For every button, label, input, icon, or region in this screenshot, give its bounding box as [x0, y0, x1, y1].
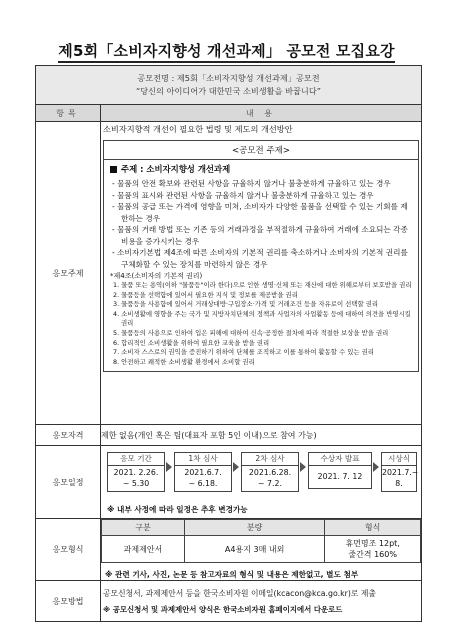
- schedule-note: ※ 내부 사정에 따라 일정은 추후 변경가능: [107, 505, 248, 514]
- schedule-step: [107, 452, 165, 492]
- schedule-content: [101, 446, 422, 519]
- title-text: 제5회「소비자지향성 개선과제」 공모전 모집요강: [58, 42, 394, 63]
- step-date: [108, 466, 164, 491]
- right-item: 5. 물품등의 사용으로 인하여 입은 피해에 대하여 신속·공정한 절차에 따라 적절한 보상을 받을 권리: [113, 328, 389, 337]
- format-header: 구분: [102, 520, 185, 536]
- format-table: [101, 519, 421, 563]
- intro-cell: [36, 66, 422, 105]
- method-row: [36, 581, 422, 622]
- format-style: [325, 536, 421, 563]
- step-date-start: 2021.7.~: [382, 468, 419, 477]
- format-label: 응모형식: [36, 519, 101, 581]
- qualification-row: [36, 425, 422, 446]
- header-row: [36, 105, 422, 122]
- contest-name: 공모전명 : 제5회「소비자지향성 개선과제」공모전: [137, 73, 320, 83]
- step-date: [175, 466, 231, 491]
- qualification-label: 응모자격: [36, 425, 101, 446]
- method-text: 공모신청서, 과제제안서 등을 한국소비자원 이메일(kcacon@kca.go.kr)로 제출: [103, 588, 376, 598]
- step-date: [382, 466, 419, 491]
- theme-subhead-text: 주제 : 소비자지향성 개선과제: [121, 164, 231, 174]
- format-data-row: [102, 536, 421, 563]
- qualification-text: 제한 없음(개인 혹은 팀(대표자 포함 5인 이내)으로 참여 가능): [101, 425, 422, 446]
- format-header: 형식: [325, 520, 421, 536]
- right-item: 7. 소비자 스스로의 권익을 증진하기 위하여 단체를 조직하고 이를 통하여 활동할 수 있는 권리: [113, 348, 374, 357]
- step-label: 1차 심사: [175, 453, 231, 466]
- step-label: 시상식: [382, 453, 416, 466]
- step-label: 수상자 발표: [309, 453, 371, 466]
- theme-label: 응모주제: [36, 122, 101, 425]
- schedule-label: 응모일정: [36, 446, 101, 519]
- schedule-row: [36, 446, 422, 519]
- step-date-end: ~ 7.2.: [258, 479, 282, 488]
- format-header: 분량: [184, 520, 324, 536]
- arrow-right-icon: [233, 462, 239, 472]
- right-item: 3. 물품등을 사용함에 있어서 거래상대방·구입장소·가격 및 거래조건 등을 자유로이 선택할 권리: [113, 300, 379, 309]
- format-header-row: [102, 520, 421, 536]
- theme-item: - 물품의 안전 확보와 관련된 사항을 규율하지 않거나 불충분하게 규율하고 있는 경우: [112, 179, 391, 188]
- step-label: 응모 기간: [108, 453, 164, 466]
- right-item: 4. 소비생활에 영향을 주는 국가 및 지방자치단체의 정책과 사업자의 사업활동 등에 대하여 의견을 반영시킬 권리: [113, 309, 411, 328]
- arrow-right-icon: [300, 462, 306, 472]
- right-item: 1. 물품 또는 용역(이하 "물품등"이라 한다)으로 인한 생명·신체 또는 재산에 대한 위해로부터 보호받을 권리: [113, 281, 412, 289]
- method-content: [101, 581, 422, 622]
- right-item: 8. 안전하고 쾌적한 소비생활 환경에서 소비할 권리: [113, 357, 255, 366]
- square-bullet-icon: [110, 166, 117, 173]
- theme-row: [36, 122, 422, 425]
- format-style-spacing: 줄간격 160%: [348, 550, 397, 559]
- theme-box: [103, 140, 419, 372]
- step-date: [309, 466, 371, 488]
- theme-item: - 물품의 거래 방법 또는 기존 등의 거래과정을 부적절하게 규율하여 거래에 소요되는 각종 비용을 증가시키는 경우: [112, 225, 408, 246]
- method-label: 응모방법: [36, 581, 101, 622]
- method-note: ※ 공모신청서 및 과제제안서 양식은 한국소비자원 홈페이지에서 다운로드: [103, 604, 343, 614]
- step-date-start: 2021.6.7.: [184, 468, 222, 477]
- schedule-step: [174, 452, 232, 492]
- schedule-step: [381, 452, 417, 492]
- right-item: 6. 합리적인 소비생활을 위하여 필요한 교육을 받을 권리: [113, 338, 270, 347]
- schedule-timeline: [101, 446, 421, 518]
- rights-title: *제4조(소비자의 기본적 권리): [110, 272, 203, 280]
- step-date-end: ~ 6.18.: [188, 479, 218, 488]
- step-date-end: 8.: [395, 479, 403, 488]
- header-content: 내 용: [101, 105, 422, 122]
- format-type: 과제제안서: [102, 536, 185, 563]
- theme-content: [101, 122, 422, 425]
- page-title: [0, 40, 453, 61]
- contest-slogan: “당신의 아이디어가 대한민국 소비생활을 바꿉니다”: [136, 86, 321, 96]
- format-style-font: 휴먼명조 12pt,: [345, 539, 400, 548]
- step-date-start: 2021.6.28.: [248, 468, 292, 477]
- arrow-right-icon: [373, 462, 379, 472]
- format-content: [101, 519, 422, 581]
- arrow-right-icon: [166, 462, 172, 472]
- schedule-step: [308, 452, 372, 489]
- theme-item: - 물품의 표시와 관련된 사항을 규율하지 않거나 불충분하게 규율하고 있는 경우: [112, 190, 374, 200]
- theme-item: - 소비자기본법 제4조에 따른 소비자의 기본적 권리를 축소하거나 소비자의 기본적 권리를 구체화할 수 있는 장치를 마련하지 않은 경우: [112, 248, 408, 269]
- step-date-start: 2021. 7. 12: [317, 472, 363, 481]
- schedule-step: [241, 452, 299, 492]
- theme-box-body: [104, 160, 418, 371]
- theme-subhead: [110, 163, 412, 175]
- intro-row: [36, 66, 422, 105]
- theme-box-title: <공모전 주제>: [104, 141, 418, 160]
- step-label: 2차 심사: [242, 453, 298, 466]
- header-item: 항목: [36, 105, 101, 122]
- right-item: 2. 물품등을 선택함에 있어서 필요한 지식 및 정보를 제공받을 권리: [113, 290, 298, 299]
- recruitment-table: [35, 65, 422, 622]
- format-amount: A4용지 3매 내외: [184, 536, 324, 563]
- format-row: [36, 519, 422, 581]
- theme-lead: 소비자지향적 개선이 필요한 법령 및 제도의 개선방안: [103, 124, 293, 134]
- step-date-start: 2021. 2.26.: [113, 468, 159, 477]
- step-date-end: ~ 5.30: [122, 479, 150, 488]
- step-date: [242, 466, 298, 491]
- format-note: ※ 관련 기사, 사진, 논문 등 참고자료의 형식 및 내용은 제한없고, 별도 첨부: [105, 570, 359, 579]
- theme-item: - 물품의 공급 또는 가격에 영향을 미쳐, 소비자가 다양한 물품을 선택할 수 있는 기회를 제한하는 경우: [112, 202, 408, 223]
